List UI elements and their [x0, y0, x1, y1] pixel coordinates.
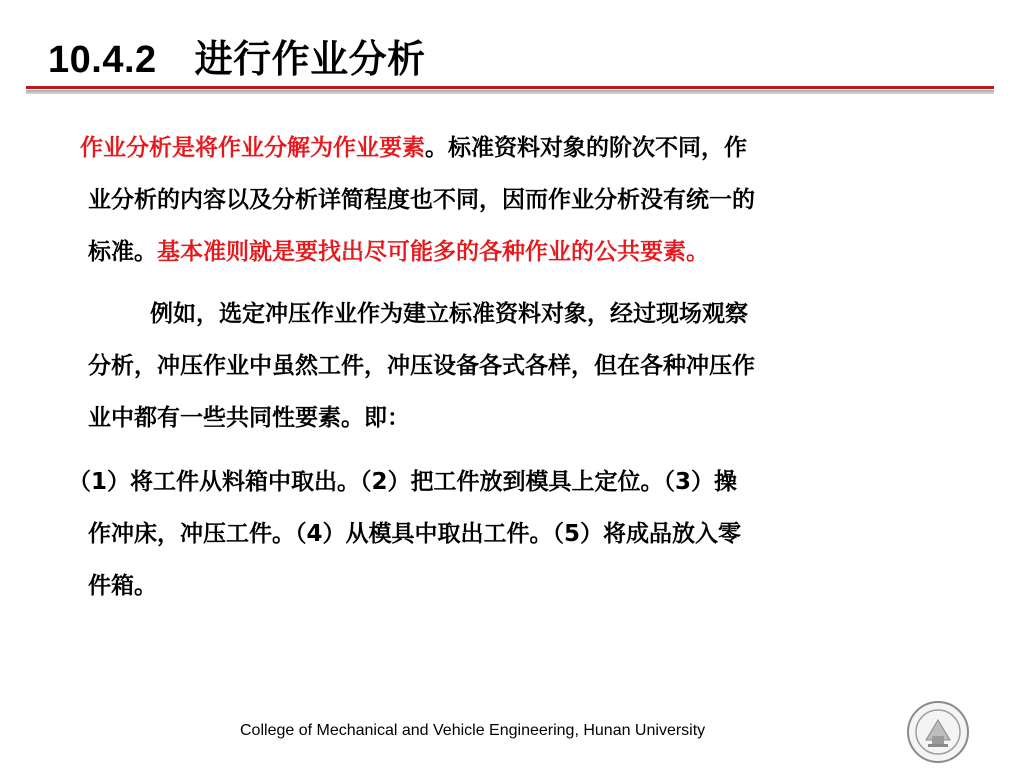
paragraph-line: 作业分析是将作业分解为作业要素。标准资料对象的阶次不同，作 — [80, 135, 747, 161]
title-underline-gray — [26, 90, 994, 94]
paragraph-line: 业分析的内容以及分析详简程度也不同，因而作业分析没有统一的 — [88, 187, 755, 213]
section-title: 进行作业分析 — [194, 39, 426, 81]
paragraph-line: 业中都有一些共同性要素。即： — [88, 405, 410, 431]
paragraph-line: 件箱。 — [88, 573, 157, 599]
paragraph-line: 分析，冲压作业中虽然工件，冲压设备各式各样，但在各种冲压作 — [88, 353, 755, 379]
paragraph-definition — [68, 122, 966, 278]
paragraph-line: 作冲床，冲压工件。（4）从模具中取出工件。（5）将成品放入零 — [88, 521, 742, 547]
section-number: 10.4.2 — [48, 39, 157, 81]
paragraph-example — [68, 288, 966, 444]
paragraph-steps — [68, 456, 966, 612]
slide-title — [48, 28, 426, 83]
paragraph-line: 例如，选定冲压作业作为建立标准资料对象，经过现场观察 — [150, 301, 748, 327]
highlight-definition: 作业分析是将作业分解为作业要素 — [80, 135, 425, 161]
paragraph-line: 标准。基本准则就是要找出尽可能多的各种作业的公共要素。 — [88, 239, 709, 265]
highlight-principle: 基本准则就是要找出尽可能多的各种作业的公共要素。 — [157, 239, 709, 265]
paragraph-line: （1）将工件从料箱中取出。（2）把工件放到模具上定位。（3）操 — [68, 469, 738, 495]
footer-institution: College of Mechanical and Vehicle Engineering, Hunan University — [240, 722, 706, 739]
title-underline-red — [26, 86, 994, 89]
hunan-university-seal-icon — [906, 700, 970, 764]
